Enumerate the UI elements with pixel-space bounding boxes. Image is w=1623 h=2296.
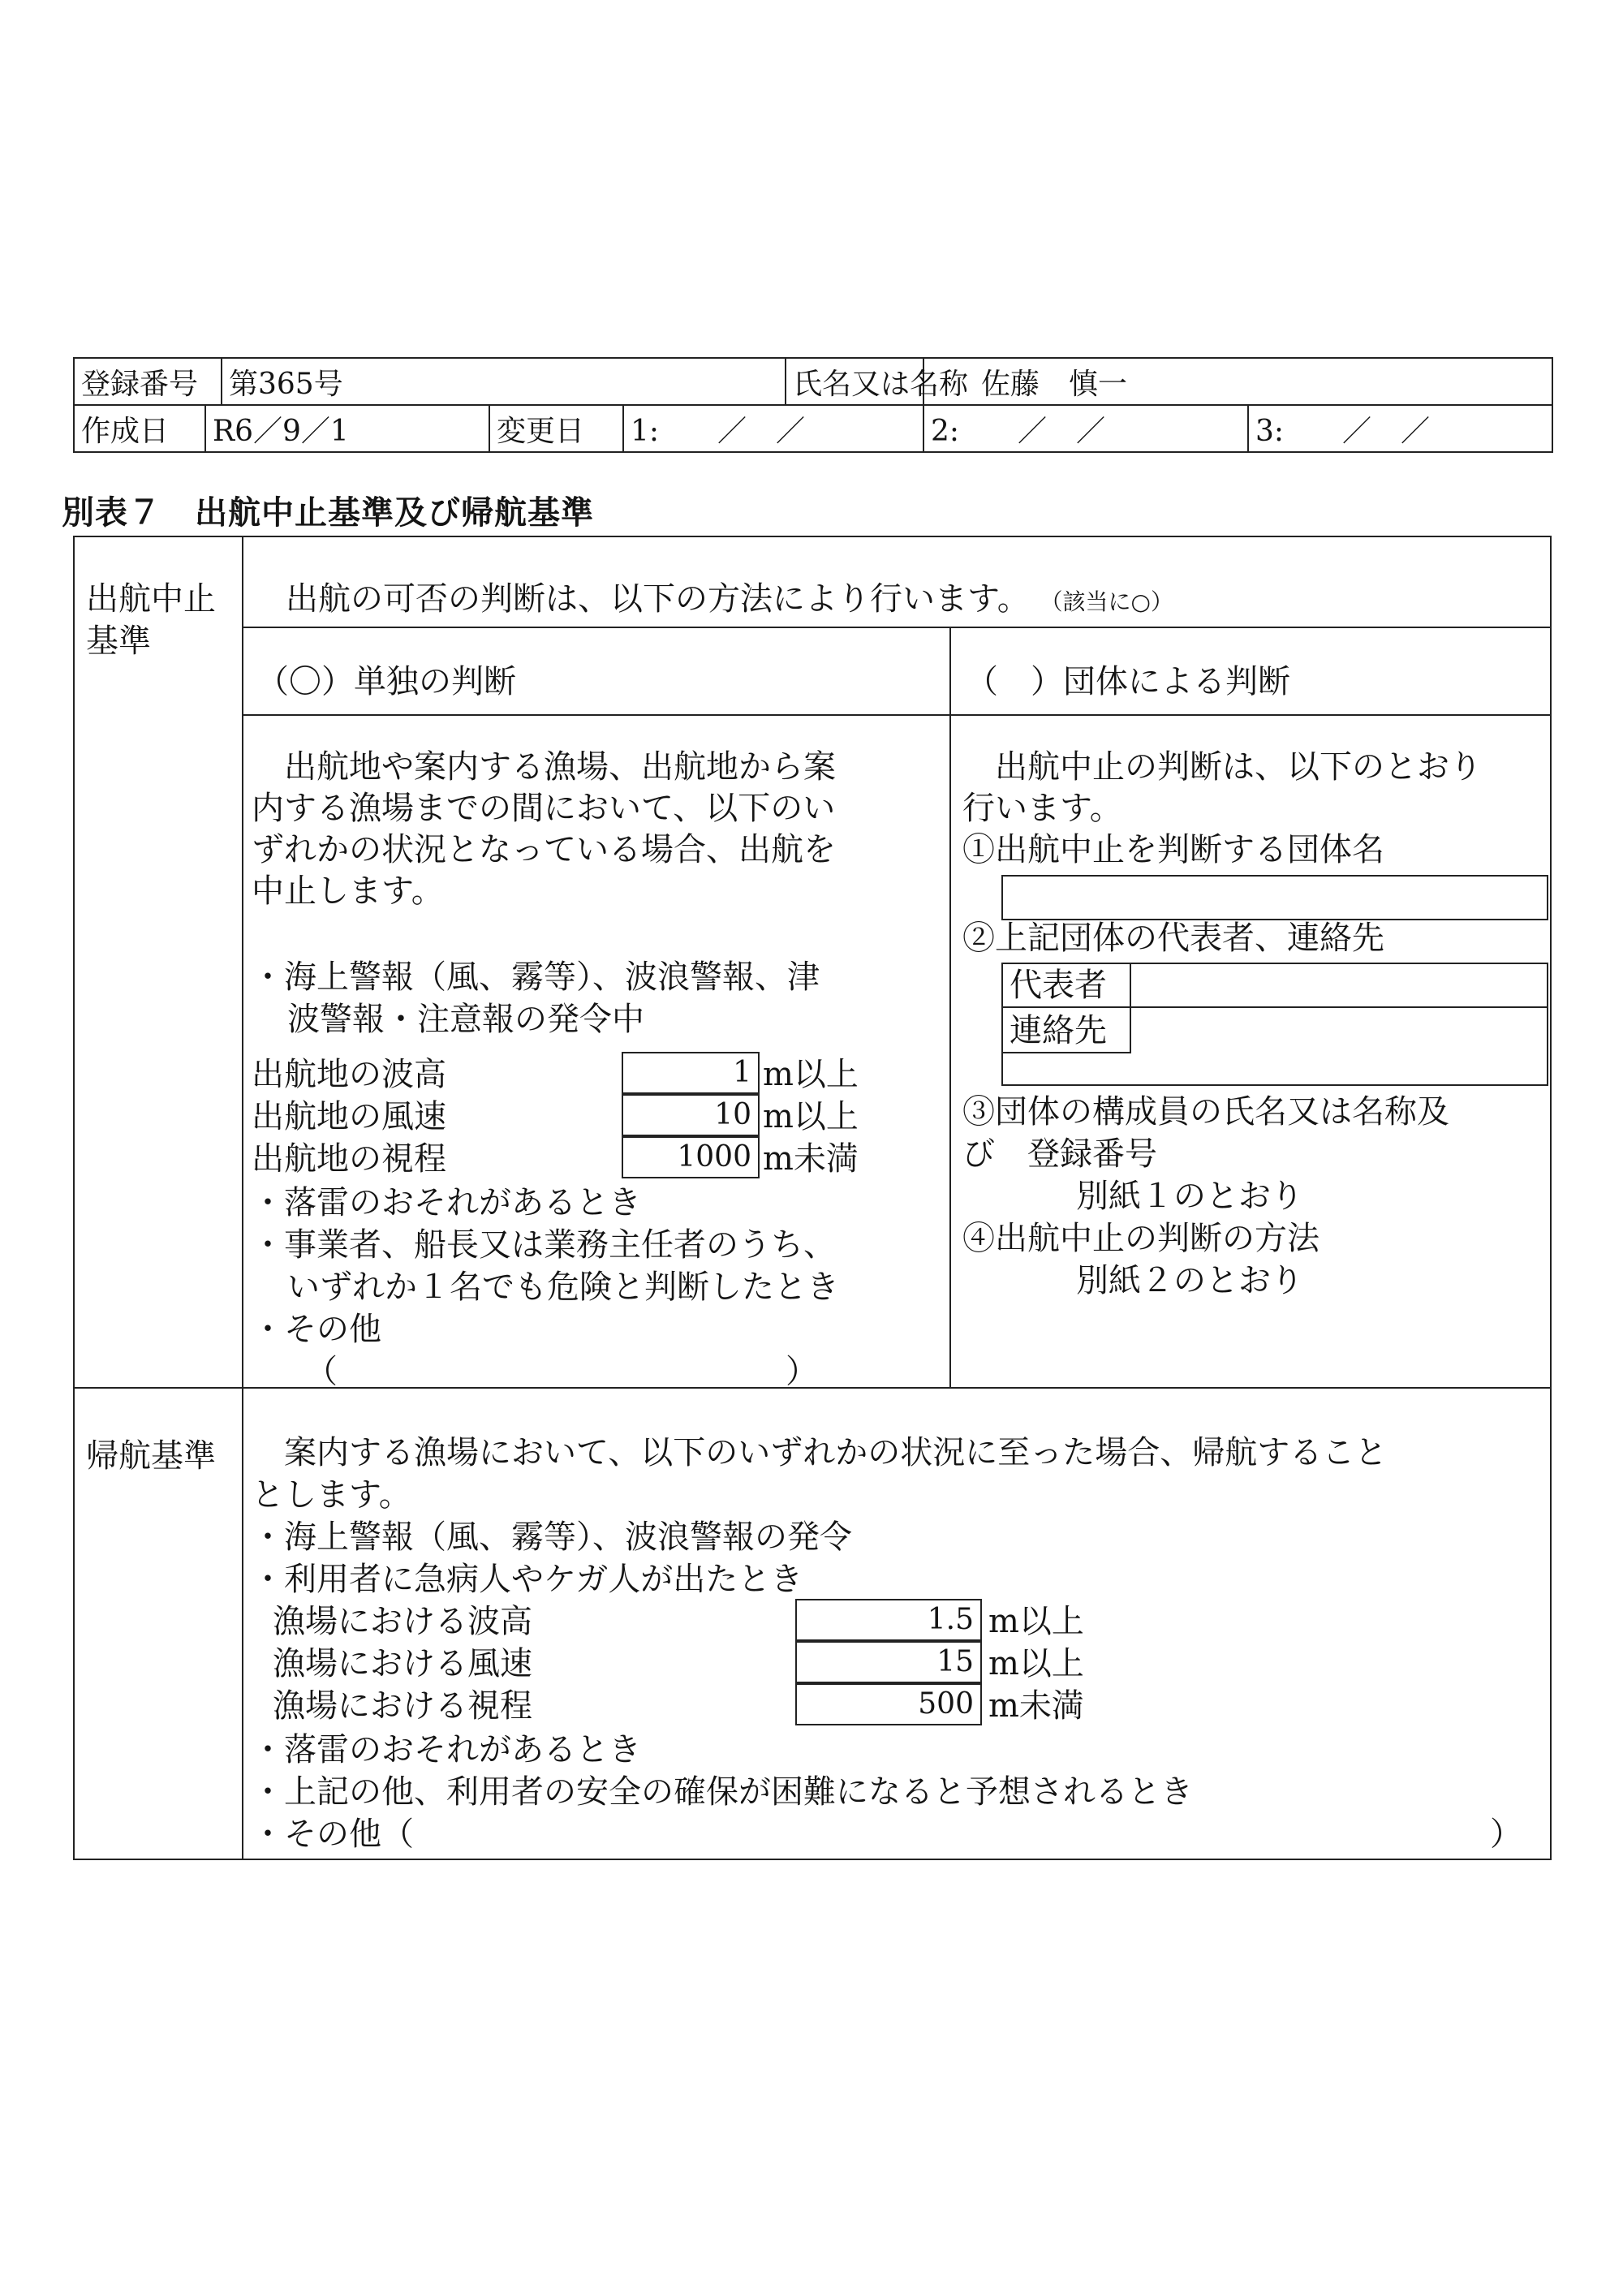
single-b3-line1: ・事業者、船長又は業務主任者のうち、 xyxy=(252,1226,836,1264)
group-item-2: ②上記団体の代表者、連絡先 xyxy=(962,920,1384,957)
rep-label-divider xyxy=(1130,963,1131,1052)
subhead-divider xyxy=(242,714,1552,716)
fishing-visibility-label: 漁場における視程 xyxy=(273,1687,532,1725)
header-row-2 xyxy=(74,405,1552,452)
departure-wave-value: 1 xyxy=(622,1052,760,1094)
single-b1-line1: ・海上警報（風、霧等）、波浪警報、津 xyxy=(252,958,820,996)
single-bullet-1 xyxy=(252,956,820,1040)
return-p2: とします。 xyxy=(252,1476,411,1514)
group-contact-label: 連絡先 xyxy=(1010,1012,1107,1049)
return-criteria-label: 帰航基準 xyxy=(86,1437,216,1475)
change-date-1: 1: ／ ／ xyxy=(623,405,923,452)
reg-no-value: 第365号 xyxy=(222,358,786,405)
fishing-wave-label: 漁場における波高 xyxy=(273,1603,532,1640)
return-body xyxy=(252,1432,1387,1600)
single-p1: 出航地や案内する漁場、出航地から案 xyxy=(284,748,836,786)
header-row-1 xyxy=(74,358,1552,405)
rep-contact-divider xyxy=(1001,1006,1548,1008)
fishing-wave-unit: m以上 xyxy=(988,1603,1084,1640)
departure-wind-label: 出航地の風速 xyxy=(252,1098,446,1135)
return-bullets-rest xyxy=(252,1729,1193,1855)
departure-wave-unit: m以上 xyxy=(763,1056,859,1093)
stop-intro xyxy=(286,578,1173,623)
group-p1: 出航中止の判断は、以下のとおり xyxy=(995,748,1482,786)
stop-intro-text: 出航の可否の判断は、以下の方法により行います。 xyxy=(286,580,1030,618)
fishing-visibility-unit: m未満 xyxy=(988,1687,1084,1725)
single-judgment-body xyxy=(252,747,836,912)
stop-intro-note: （該当に○） xyxy=(1040,588,1173,615)
header-table-row2 xyxy=(73,404,1553,453)
changed-label: 変更日 xyxy=(489,405,623,452)
departure-wave-label: 出航地の波高 xyxy=(252,1056,446,1093)
single-p3: ずれかの状況となっている場合、出航を xyxy=(252,831,836,868)
departure-wind-unit: m以上 xyxy=(763,1098,859,1135)
change-date-2: 2: ／ ／ xyxy=(923,405,1248,452)
single-b2: ・落雷のおそれがあるとき xyxy=(252,1184,641,1221)
reg-no-label: 登録番号 xyxy=(74,358,222,405)
return-b3: ・落雷のおそれがあるとき xyxy=(252,1731,641,1768)
departure-visibility-unit: m未満 xyxy=(763,1140,859,1178)
departure-visibility-value: 1000 xyxy=(622,1136,760,1178)
group-item-1: ①出航中止を判断する団体名 xyxy=(962,831,1384,868)
group-judgment-heading: （ ）団体による判断 xyxy=(966,663,1290,700)
created-label: 作成日 xyxy=(74,405,205,452)
single-judgment-heading: （〇）単独の判断 xyxy=(256,663,516,700)
group-g4-line1: ④出航中止の判断の方法 xyxy=(962,1220,1319,1257)
return-b4: ・上記の他、利用者の安全の確保が困難になると予想されるとき xyxy=(252,1773,1193,1811)
stop-label-line1: 出航中止 xyxy=(86,580,216,618)
return-b5: ・その他（ xyxy=(252,1816,414,1853)
stop-label-line2: 基準 xyxy=(86,622,151,660)
fishing-visibility-value: 500 xyxy=(795,1683,982,1725)
single-other-paren-close: ） xyxy=(786,1353,818,1390)
fishing-wind-label: 漁場における風速 xyxy=(273,1645,532,1682)
group-g3-line1: ③団体の構成員の氏名又は名称及 xyxy=(962,1093,1449,1131)
single-p4: 中止します。 xyxy=(252,872,444,910)
single-p2: 内する漁場までの間において、以下のい xyxy=(252,790,836,827)
fishing-wind-value: 15 xyxy=(795,1641,982,1683)
return-other-paren-close: ） xyxy=(1490,1816,1522,1853)
single-bullets-rest xyxy=(252,1182,839,1350)
return-b1: ・海上警報（風、霧等）、波浪警報の発令 xyxy=(252,1518,852,1556)
departure-wind-value: 10 xyxy=(622,1094,760,1136)
group-rep-label: 代表者 xyxy=(1010,967,1107,1004)
group-p2: 行います。 xyxy=(962,790,1122,827)
created-value: R6／9／1 xyxy=(205,405,489,452)
group-items-3-4 xyxy=(962,1091,1449,1302)
intro-divider xyxy=(242,627,1552,628)
change-date-3: 3: ／ ／ xyxy=(1248,405,1552,452)
return-p1: 案内する漁場において、以下のいずれかの状況に至った場合、帰航すること xyxy=(284,1434,1388,1471)
section-title: 別表７ 出航中止基準及び帰航基準 xyxy=(62,494,594,532)
label-column-divider xyxy=(242,536,243,1860)
stop-criteria-label xyxy=(86,578,216,662)
contact-label-bottom xyxy=(1001,1052,1131,1053)
name-value-text: 佐藤 慎一 xyxy=(981,367,1128,401)
group-g3-line3: 別紙１のとおり xyxy=(1076,1178,1303,1215)
single-b4: ・その他 xyxy=(252,1311,381,1348)
single-b3-line2: いずれか１名でも危険と判断したとき xyxy=(287,1269,839,1306)
single-other-paren-open: （ xyxy=(305,1353,338,1390)
return-b2: ・利用者に急病人やケガ人が出たとき xyxy=(252,1561,803,1598)
fishing-wind-unit: m以上 xyxy=(988,1645,1084,1682)
group-judgment-body xyxy=(962,747,1482,871)
single-group-divider xyxy=(949,627,951,1387)
departure-visibility-label: 出航地の視程 xyxy=(252,1140,446,1178)
group-name-field xyxy=(1001,875,1548,920)
group-g3-line2: び 登録番号 xyxy=(962,1135,1157,1173)
header-table xyxy=(73,357,1553,406)
name-label: 氏名又は名称 xyxy=(786,358,923,405)
name-value xyxy=(923,358,1552,405)
fishing-wave-value: 1.5 xyxy=(795,1599,982,1641)
group-g4-line2: 別紙２のとおり xyxy=(1076,1262,1303,1299)
single-b1-line2: 波警報・注意報の発令中 xyxy=(287,1001,644,1038)
